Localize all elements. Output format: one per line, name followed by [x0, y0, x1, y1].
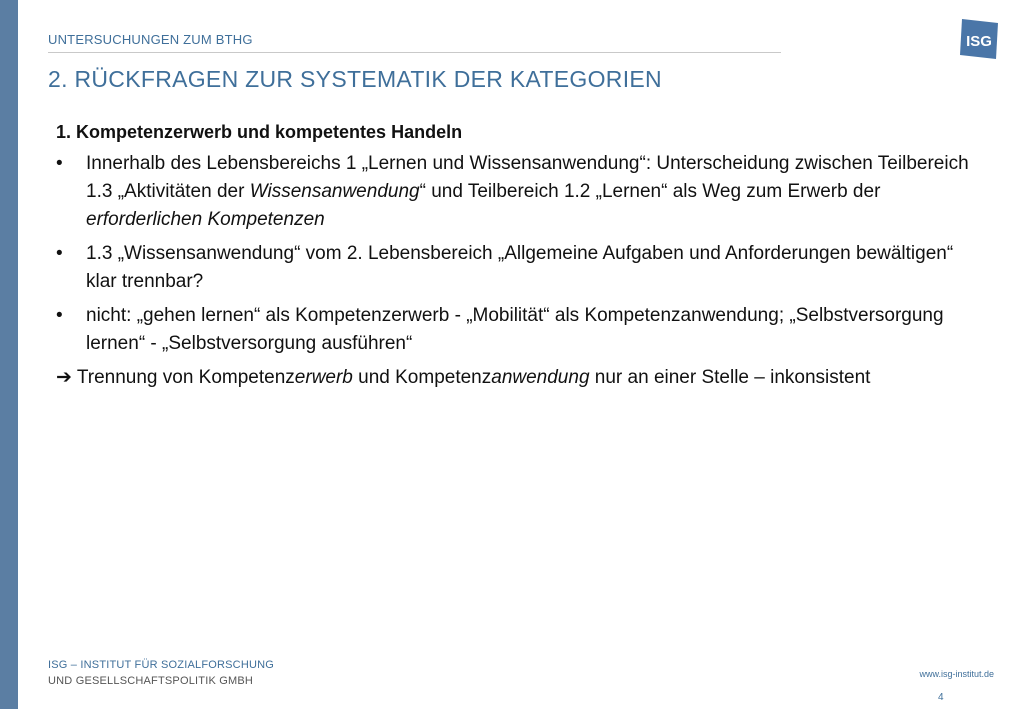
footer-org-line1: ISG – INSTITUT FÜR SOZIALFORSCHUNG	[48, 659, 275, 671]
conclusion-text-part: Trennung von Kompetenz	[71, 367, 295, 388]
conclusion-text-italic: erwerb	[294, 367, 353, 388]
page-title: 2. RÜCKFRAGEN ZUR SYSTEMATIK DER KATEGORIEN	[48, 66, 662, 92]
bullet-item	[56, 240, 976, 296]
bullet-text-italic: Wissensanwendung	[249, 181, 420, 202]
conclusion-text-italic: anwendung	[491, 367, 590, 388]
bullet-text-part: “ und Teilbereich 1.2 „Lernen“ als Weg zum Erwerb der	[419, 181, 881, 202]
bullet-icon: •	[56, 243, 63, 264]
conclusion-line	[56, 364, 976, 392]
bullet-item	[56, 302, 976, 358]
header-divider	[48, 52, 781, 53]
conclusion-text-part: und Kompetenz	[352, 367, 492, 388]
section-heading: 1. Kompetenzerwerb und kompetentes Handeln	[56, 122, 463, 142]
header-kicker: UNTERSUCHUNGEN ZUM BTHG	[48, 32, 253, 47]
left-accent-bar	[0, 0, 18, 709]
conclusion-text-part: nur an einer Stelle – inkonsistent	[589, 367, 871, 388]
bullet-text: nicht: „gehen lernen“ als Kompetenzerwerb - „Mobilität“ als Kompetenzanwendung; „Selbstversorgung lernen“ - „Selbstversorgung ausführen“	[86, 305, 944, 354]
footer-org-line2: UND GESELLSCHAFTSPOLITIK GMBH	[48, 675, 254, 687]
logo-text: ISG	[966, 33, 992, 50]
bullet-icon: •	[56, 153, 63, 174]
bullet-text-italic: erforderlichen Kompetenzen	[86, 209, 325, 230]
bullet-item	[56, 150, 976, 234]
bullet-list	[56, 150, 976, 358]
footer-url-link[interactable]: www.isg-institut.de	[919, 669, 994, 679]
bullet-text: 1.3 „Wissensanwendung“ vom 2. Lebensbereich „Allgemeine Aufgaben und Anforderungen bewältigen“ klar trennbar?	[86, 243, 954, 292]
bullet-text-part: Innerhalb des Lebensbereichs 1 „Lernen und Wissensanwendung“: Unterscheidung zwischen Teilbereich 1.3 „Aktivitäten der	[86, 153, 969, 202]
arrow-icon: ➔	[56, 367, 72, 388]
slide-content	[56, 118, 976, 392]
footer-organization	[48, 657, 274, 689]
page-number: 4	[938, 692, 944, 703]
bullet-icon: •	[56, 305, 63, 326]
isg-logo	[958, 17, 1000, 61]
